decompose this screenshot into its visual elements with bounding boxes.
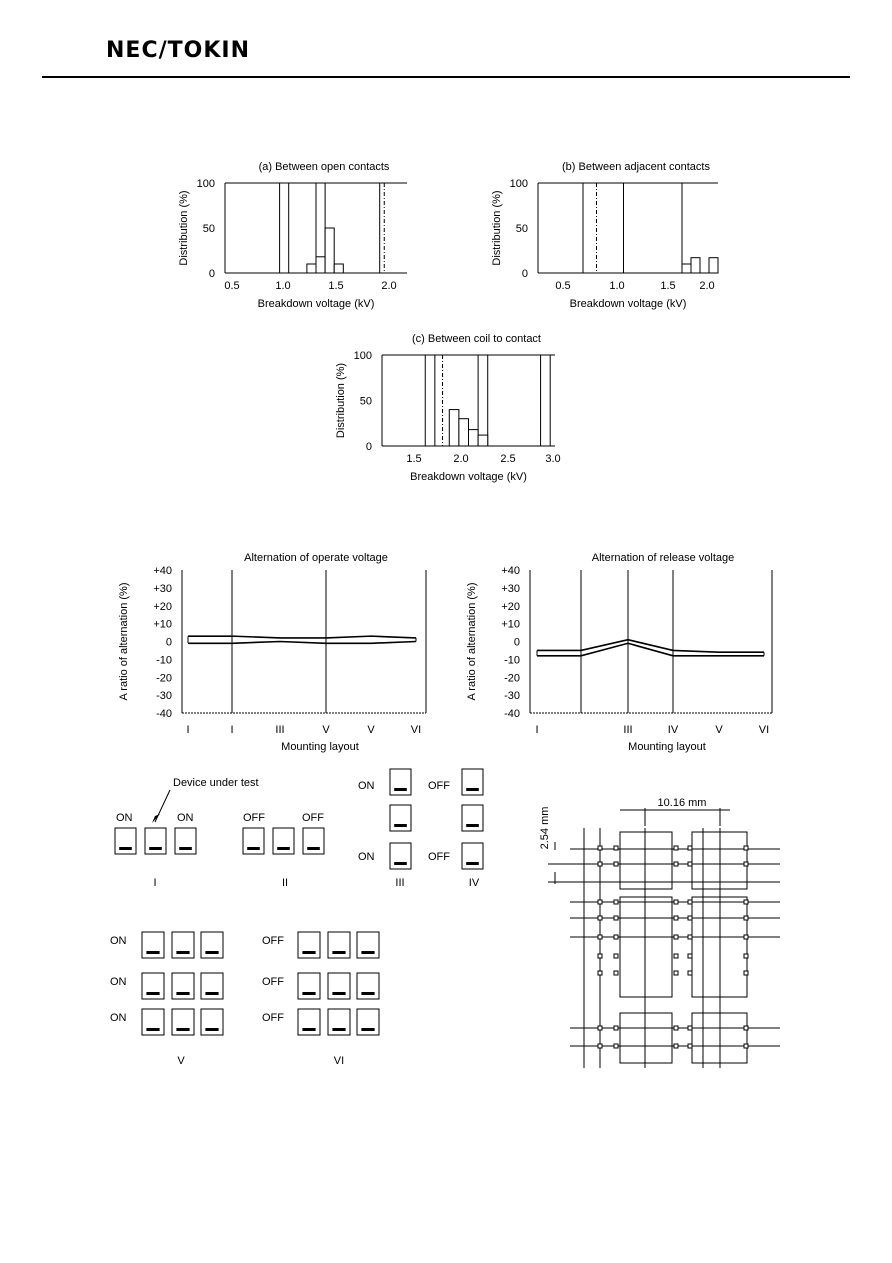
label-off: OFF xyxy=(262,935,284,947)
relay-box xyxy=(298,1009,320,1035)
label-off: OFF xyxy=(243,812,265,824)
alt-ytick-label: +30 xyxy=(501,582,520,595)
hist-ylabel: Distribution (%) xyxy=(491,190,503,266)
alt-xtick-label: III xyxy=(275,724,285,736)
hist-bar xyxy=(316,257,325,273)
hist-bar xyxy=(307,264,316,273)
pcb-pad xyxy=(744,846,748,850)
relay-marker xyxy=(302,1028,315,1031)
hist-title: (a) Between open contacts xyxy=(258,161,390,173)
pcb-pad xyxy=(688,916,692,920)
relay-box xyxy=(328,973,350,999)
hist-ytick-label: 100 xyxy=(353,350,372,362)
alt-ytick-label: +20 xyxy=(501,600,520,613)
relay-box xyxy=(172,973,194,999)
relay-box xyxy=(142,1009,164,1035)
pcb-pad xyxy=(674,1044,678,1048)
alt-ytick-label: +10 xyxy=(153,618,172,631)
label-off: OFF xyxy=(428,851,450,863)
label-off: OFF xyxy=(262,1012,284,1024)
alt-ytick-label: +40 xyxy=(501,565,520,577)
hist-bar xyxy=(682,264,691,273)
pcb-pad xyxy=(614,1044,618,1048)
alt-ylabel: A ratio of alternation (%) xyxy=(118,582,130,701)
pcb-pad xyxy=(688,954,692,958)
pcb-pad xyxy=(598,935,602,939)
relay-marker xyxy=(146,1028,159,1031)
relay-marker xyxy=(302,951,315,954)
pcb-pad xyxy=(614,900,618,904)
alt-ytick-label: 0 xyxy=(513,636,520,649)
hist-xtick-label: 1.5 xyxy=(406,453,422,465)
label-on: ON xyxy=(110,976,127,988)
alt-ytick-label: -20 xyxy=(156,672,172,685)
relay-box xyxy=(357,1009,379,1035)
pcb-relay-outline xyxy=(620,1013,672,1063)
pcb-pad xyxy=(688,971,692,975)
pcb-pad xyxy=(614,971,618,975)
pcb-pad xyxy=(674,954,678,958)
hist-ytick-label: 0 xyxy=(521,268,528,280)
hist-bar xyxy=(469,430,479,446)
pcb-pad xyxy=(674,1026,678,1030)
relay-box xyxy=(357,932,379,958)
hist-ytick-label: 0 xyxy=(365,441,372,453)
dim-label-vertical: 2.54 mm xyxy=(539,806,551,850)
hist-ytick-label: 100 xyxy=(509,178,528,190)
relay-marker xyxy=(307,847,320,850)
relay-box xyxy=(298,973,320,999)
alt-xlabel: Mounting layout xyxy=(628,741,706,753)
pcb-pad xyxy=(674,971,678,975)
pcb-pad xyxy=(744,862,748,866)
pcb-pad xyxy=(598,846,602,850)
pcb-pad xyxy=(598,862,602,866)
relay-box xyxy=(201,1009,223,1035)
relay-box xyxy=(462,843,483,869)
label-on: ON xyxy=(116,812,133,824)
pcb-pad xyxy=(744,954,748,958)
label-off: OFF xyxy=(428,780,450,792)
hist-xtick-label: 2.5 xyxy=(500,453,516,465)
pcb-pad xyxy=(688,1044,692,1048)
hist-xtick-label: 1.0 xyxy=(275,280,291,292)
relay-marker xyxy=(466,824,479,827)
alt-xtick-label: V xyxy=(367,724,375,736)
pcb-pad xyxy=(598,1026,602,1030)
hist-xlabel: Breakdown voltage (kV) xyxy=(257,298,375,310)
hist-xlabel: Breakdown voltage (kV) xyxy=(410,471,527,483)
hist-bar xyxy=(709,258,718,273)
relay-box xyxy=(462,805,483,831)
relay-box xyxy=(145,828,166,854)
relay-marker xyxy=(205,951,218,954)
relay-box xyxy=(142,973,164,999)
relay-marker xyxy=(394,788,407,791)
alt-ytick-label: +20 xyxy=(153,600,172,613)
relay-marker xyxy=(277,847,290,850)
alt-ytick-label: -10 xyxy=(156,654,172,667)
relay-marker xyxy=(247,847,260,850)
relay-marker xyxy=(466,862,479,865)
hist-bar xyxy=(478,435,488,446)
pcb-pad xyxy=(688,846,692,850)
pcb-pad xyxy=(744,935,748,939)
relay-box xyxy=(390,843,411,869)
relay-marker xyxy=(119,847,132,850)
relay-box xyxy=(462,769,483,795)
label-on: ON xyxy=(358,780,375,792)
alt-title: Alternation of operate voltage xyxy=(244,552,388,564)
alt-ytick-label: +40 xyxy=(153,565,172,577)
relay-box xyxy=(298,932,320,958)
hist-title: (b) Between adjacent contacts xyxy=(562,161,710,173)
alt-xtick-label: VI xyxy=(758,724,770,736)
relay-marker xyxy=(394,862,407,865)
layout-label: I xyxy=(153,877,157,889)
relay-box xyxy=(201,973,223,999)
dim-label-horizontal: 10.16 mm xyxy=(657,797,707,809)
relay-marker xyxy=(146,951,159,954)
alt-ytick-label: -10 xyxy=(504,654,520,667)
alt-ylabel: A ratio of alternation (%) xyxy=(466,582,478,701)
hist-xtick-label: 2.0 xyxy=(453,453,469,465)
alt-xtick-label: I xyxy=(230,724,234,736)
alt-xtick-label: VI xyxy=(410,724,422,736)
pcb-pad xyxy=(614,846,618,850)
pcb-pad xyxy=(744,916,748,920)
alt-series-line xyxy=(188,642,416,644)
hist-ytick-label: 50 xyxy=(359,395,372,408)
hist-bar xyxy=(449,410,459,446)
alt-title: Alternation of release voltage xyxy=(591,552,735,564)
pcb-pad xyxy=(598,900,602,904)
relay-box xyxy=(172,932,194,958)
pcb-pad xyxy=(674,935,678,939)
hist-bar xyxy=(325,228,334,273)
alt-xtick-label: III xyxy=(623,724,633,736)
layout-label: II xyxy=(281,877,289,889)
alt-xtick-label: IV xyxy=(667,724,679,736)
hist-ylabel: Distribution (%) xyxy=(335,362,347,439)
pcb-pad xyxy=(614,954,618,958)
hist-ytick-label: 50 xyxy=(202,223,215,235)
relay-box xyxy=(115,828,136,854)
pcb-pad xyxy=(688,862,692,866)
alt-xtick-label: I xyxy=(186,724,190,736)
relay-box xyxy=(175,828,196,854)
hist-bar xyxy=(459,419,469,446)
relay-box xyxy=(273,828,294,854)
alt-ytick-label: +10 xyxy=(501,618,520,631)
alt-ytick-label: -40 xyxy=(156,708,172,720)
pcb-pad xyxy=(598,954,602,958)
relay-marker xyxy=(176,951,189,954)
label-on: ON xyxy=(110,935,127,947)
relay-box xyxy=(328,1009,350,1035)
pcb-pad xyxy=(674,846,678,850)
relay-box xyxy=(201,932,223,958)
relay-box xyxy=(390,769,411,795)
pcb-pad xyxy=(598,916,602,920)
layout-label: VI xyxy=(333,1055,345,1067)
label-on: ON xyxy=(177,812,194,824)
relay-marker xyxy=(146,992,159,995)
pcb-pad xyxy=(614,1026,618,1030)
alt-ytick-label: +30 xyxy=(153,582,172,595)
device-pointer xyxy=(155,790,170,822)
relay-box xyxy=(328,932,350,958)
relay-marker xyxy=(205,992,218,995)
alt-ytick-label: -20 xyxy=(504,672,520,685)
device-under-test-label: Device under test xyxy=(173,777,259,789)
pcb-pad xyxy=(744,971,748,975)
pcb-pad xyxy=(674,916,678,920)
relay-marker xyxy=(361,992,374,995)
pcb-relay-outline xyxy=(620,832,672,889)
relay-marker xyxy=(466,788,479,791)
alt-ytick-label: 0 xyxy=(165,636,172,649)
alt-xtick-label: V xyxy=(322,724,330,736)
hist-xtick-label: 2.0 xyxy=(699,280,715,292)
hist-xlabel: Breakdown voltage (kV) xyxy=(569,298,687,310)
relay-marker xyxy=(332,951,345,954)
pcb-pad xyxy=(614,862,618,866)
pcb-pad xyxy=(744,900,748,904)
pcb-pad xyxy=(598,1044,602,1048)
alt-series-line xyxy=(188,636,416,638)
hist-xtick-label: 1.5 xyxy=(660,280,676,292)
relay-marker xyxy=(361,1028,374,1031)
hist-bar xyxy=(334,264,343,273)
relay-marker xyxy=(394,824,407,827)
layout-label: III xyxy=(395,877,405,889)
company-logo: NEC/TOKIN xyxy=(106,38,250,63)
pcb-pad xyxy=(674,900,678,904)
pcb-pad xyxy=(674,862,678,866)
relay-box xyxy=(303,828,324,854)
relay-box xyxy=(243,828,264,854)
arrowhead xyxy=(152,814,160,823)
alt-xlabel: Mounting layout xyxy=(281,741,359,753)
label-on: ON xyxy=(358,851,375,863)
pcb-pad xyxy=(744,1026,748,1030)
pcb-pad xyxy=(744,1044,748,1048)
pcb-pad xyxy=(614,935,618,939)
pcb-pad xyxy=(688,1026,692,1030)
hist-xtick-label: 1.5 xyxy=(328,280,344,292)
hist-ytick-label: 100 xyxy=(196,178,215,190)
layout-label: V xyxy=(177,1055,185,1067)
alt-ytick-label: -40 xyxy=(504,708,520,720)
relay-marker xyxy=(302,992,315,995)
alt-ytick-label: -30 xyxy=(156,690,172,703)
relay-box xyxy=(390,805,411,831)
relay-marker xyxy=(332,1028,345,1031)
label-on: ON xyxy=(110,1012,127,1024)
alt-xtick-label: V xyxy=(715,724,723,736)
pcb-relay-outline xyxy=(620,897,672,997)
layout-label: IV xyxy=(468,877,480,889)
hist-xtick-label: 3.0 xyxy=(545,453,561,465)
pcb-pad xyxy=(614,916,618,920)
relay-box xyxy=(357,973,379,999)
relay-marker xyxy=(176,992,189,995)
alt-ytick-label: -30 xyxy=(504,690,520,703)
pcb-pad xyxy=(688,935,692,939)
relay-marker xyxy=(176,1028,189,1031)
label-off: OFF xyxy=(262,976,284,988)
hist-xtick-label: 2.0 xyxy=(381,280,397,292)
pcb-pad xyxy=(688,900,692,904)
relay-marker xyxy=(149,847,162,850)
hist-ytick-label: 50 xyxy=(515,223,528,235)
relay-box xyxy=(172,1009,194,1035)
hist-xtick-label: 0.5 xyxy=(555,280,571,292)
relay-marker xyxy=(332,992,345,995)
hist-ytick-label: 0 xyxy=(208,268,215,280)
hist-xtick-label: 1.0 xyxy=(609,280,625,292)
pcb-pad xyxy=(598,971,602,975)
relay-marker xyxy=(179,847,192,850)
relay-box xyxy=(142,932,164,958)
hist-xtick-label: 0.5 xyxy=(224,280,240,292)
hist-ylabel: Distribution (%) xyxy=(178,190,190,266)
relay-marker xyxy=(361,951,374,954)
relay-marker xyxy=(205,1028,218,1031)
label-off: OFF xyxy=(302,812,324,824)
alt-xtick-label: I xyxy=(535,724,539,736)
hist-title: (c) Between coil to contact xyxy=(411,333,542,345)
hist-bar xyxy=(691,258,700,273)
